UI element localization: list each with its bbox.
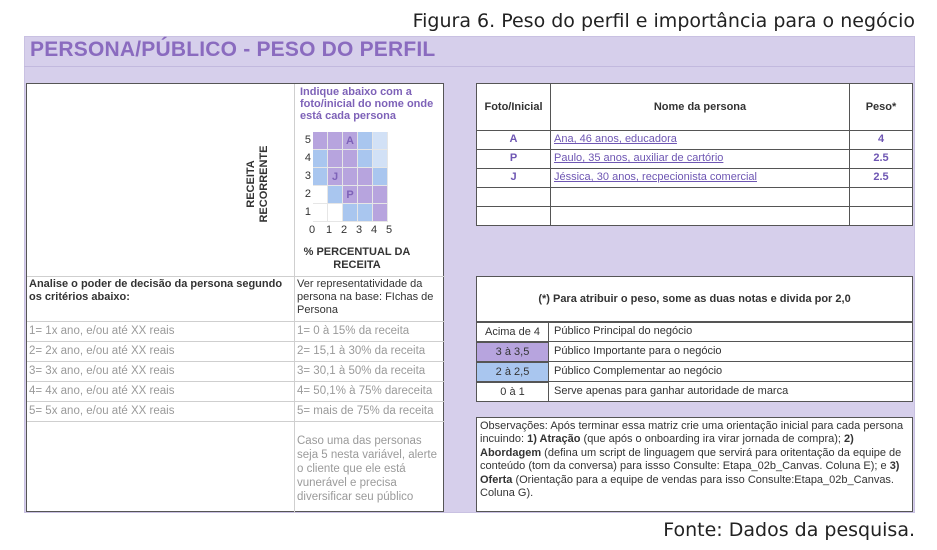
purchase-frequency-criterion: 4= 4x ano, e/ou até XX reais [29, 385, 175, 397]
matrix-cell[interactable] [343, 150, 358, 168]
matrix-cell[interactable] [373, 150, 388, 168]
observations-text-3: (defina um script de linguagem que servirá para oritentação da equipe de conteúdo (tom da conversa) para issso Consulte: Etapa_02b_Canvas. Coluna E); e [480, 446, 902, 473]
revenue-share-criterion: 5= mais de 75% da receita [297, 405, 434, 417]
matrix-cell[interactable] [328, 132, 343, 150]
persona-initial: A [509, 133, 518, 145]
revenue-share-criterion: 3= 30,1 à 50% da receita [297, 365, 426, 377]
matrix-marker-j[interactable]: J [328, 168, 343, 186]
matrix-marker-a[interactable]: A [343, 132, 358, 150]
observations-panel [476, 417, 913, 512]
legend-panel [476, 322, 913, 402]
matrix-cell[interactable] [313, 168, 328, 186]
purchase-frequency-criterion: 5= 5x ano, e/ou até XX reais [29, 405, 175, 417]
persona-name [551, 188, 849, 206]
matrix-cell[interactable] [343, 204, 358, 222]
persona-weight: 2.5 [873, 171, 889, 183]
row-divider [549, 381, 912, 382]
matrix-col-label: 1 [325, 224, 333, 236]
matrix-cell[interactable] [313, 204, 328, 222]
revenue-share-criterion: 2= 15,1 à 30% da receita [297, 345, 426, 357]
matrix-marker-p[interactable]: P [343, 186, 358, 204]
persona-name: Ana, 46 anos, educadora [554, 133, 677, 145]
observations-text-1: Observações: Após terminar essa matriz crie uma orientação inicial para cada persona incuindo: [480, 420, 904, 446]
persona-weight [850, 207, 912, 225]
matrix-cell[interactable] [358, 132, 373, 150]
matrix-cell[interactable] [358, 204, 373, 222]
column-divider [294, 84, 295, 513]
y-axis-label [242, 129, 292, 239]
matrix-cell[interactable] [313, 186, 328, 204]
revenue-share-criterion: 1= 0 à 15% da receita [297, 325, 410, 337]
criteria-left-header: Analise o poder de decisão da persona segundo os critérios abaixo: [29, 278, 283, 303]
persona-initial [477, 207, 550, 225]
legend-range: 0 à 1 [476, 382, 549, 402]
matrix-cell[interactable] [328, 150, 343, 168]
legend-range: 2 à 2,5 [476, 362, 549, 382]
row-divider [27, 276, 445, 277]
matrix-col-label: 4 [370, 224, 378, 236]
persona-table [476, 83, 913, 226]
matrix-cell[interactable] [313, 150, 328, 168]
matrix-cell[interactable] [373, 204, 388, 222]
matrix-cell[interactable] [358, 168, 373, 186]
weight-note: (*) Para atribuir o peso, some as duas notas e divida por 2,0 [538, 293, 851, 305]
x-axis-label: % PERCENTUAL DA RECEITA [303, 246, 411, 271]
y-axis-label-line2: RECORRENTE [258, 145, 270, 223]
matrix-cell[interactable] [328, 186, 343, 204]
legend-range: Acima de 4 [476, 322, 549, 342]
matrix-cell[interactable] [373, 186, 388, 204]
matrix-row-label: 4 [304, 152, 311, 164]
observations-text-2: (que após o onboarding ira virar jornada de compra); [580, 433, 845, 446]
observations-offer: 3) Oferta [480, 460, 900, 486]
purchase-frequency-criterion: 2= 2x ano, e/ou até XX reais [29, 345, 175, 357]
matrix-row-label: 2 [304, 188, 311, 200]
matrix-cell[interactable] [373, 168, 388, 186]
matrix-cell[interactable] [313, 132, 328, 150]
sheet-title: PERSONA/PÚBLICO - PESO DO PERFIL [30, 38, 436, 61]
matrix-cell[interactable] [358, 150, 373, 168]
matrix-cell[interactable] [343, 168, 358, 186]
legend-label: Público Complementar ao negócio [554, 365, 723, 377]
y-axis-label-line1: RECEITA [245, 160, 257, 208]
matrix-instruction: Indique abaixo com a foto/inicial do nome onde está cada persona [300, 86, 434, 122]
observations-approach: 2) Abordagem [480, 433, 854, 459]
legend-label: Público Importante para o negócio [554, 345, 722, 357]
persona-name: Paulo, 35 anos, auxiliar de cartório [554, 152, 724, 164]
figure-caption: Figura 6. Peso do perfil e importância para o negócio [412, 10, 915, 32]
persona-weight: 2.5 [873, 152, 889, 164]
matrix-cell[interactable] [328, 204, 343, 222]
matrix-row-label: 3 [304, 170, 311, 182]
criteria-right-header-text: Ver representatividade da persona na base: FIchas de Persona [297, 278, 434, 316]
legend-label: Serve apenas para ganhar autoridade de marca [554, 385, 789, 397]
row-divider [27, 421, 445, 422]
persona-weight [850, 188, 912, 206]
legend-label: Público Principal do negócio [554, 325, 693, 337]
matrix-col-label: 2 [340, 224, 348, 236]
diversification-note: Caso uma das personas seja 5 nesta variável, alerte o cliente que ele está vunerável e precisa diversificar seu público [297, 435, 437, 503]
revenue-share-criterion: 4= 50,1% à 75% dareceita [297, 385, 433, 397]
observations-attraction: 1) Atração [527, 433, 581, 446]
persona-initial [477, 188, 550, 206]
title-divider [24, 66, 915, 67]
row-divider [549, 341, 912, 342]
header-weight: Peso* [865, 101, 897, 113]
observations-text-4: (Orientação para a equipe de vendas para isso Consulte:Etapa_02b_Canvas. Coluna G). [480, 473, 894, 500]
matrix-row-label: 1 [304, 206, 311, 218]
persona-name: Jéssica, 30 anos, recpecionista comercial [554, 171, 757, 183]
legend-range: 3 à 3,5 [476, 342, 549, 362]
position-matrix [297, 132, 445, 262]
weight-note-panel [476, 276, 913, 322]
persona-name [551, 207, 849, 225]
matrix-cell[interactable] [358, 186, 373, 204]
purchase-frequency-criterion: 3= 3x ano, e/ou até XX reais [29, 365, 175, 377]
matrix-cell[interactable] [373, 132, 388, 150]
persona-initial: J [510, 171, 517, 183]
criteria-right-header [297, 278, 445, 320]
persona-initial: P [509, 152, 518, 164]
matrix-col-label: 3 [355, 224, 363, 236]
left-panel [26, 83, 444, 512]
matrix-col-label: 5 [385, 224, 393, 236]
row-divider [549, 361, 912, 362]
matrix-row-label: 5 [304, 134, 311, 146]
header-photo-initial: Foto/Inicial [484, 101, 543, 113]
persona-weight: 4 [877, 133, 885, 145]
figure-source: Fonte: Dados da pesquisa. [663, 519, 915, 541]
header-persona-name: Nome da persona [653, 101, 747, 113]
purchase-frequency-criterion: 1= 1x ano, e/ou até XX reais [29, 325, 175, 337]
matrix-col-label: 0 [308, 224, 316, 236]
row-divider [549, 401, 912, 402]
